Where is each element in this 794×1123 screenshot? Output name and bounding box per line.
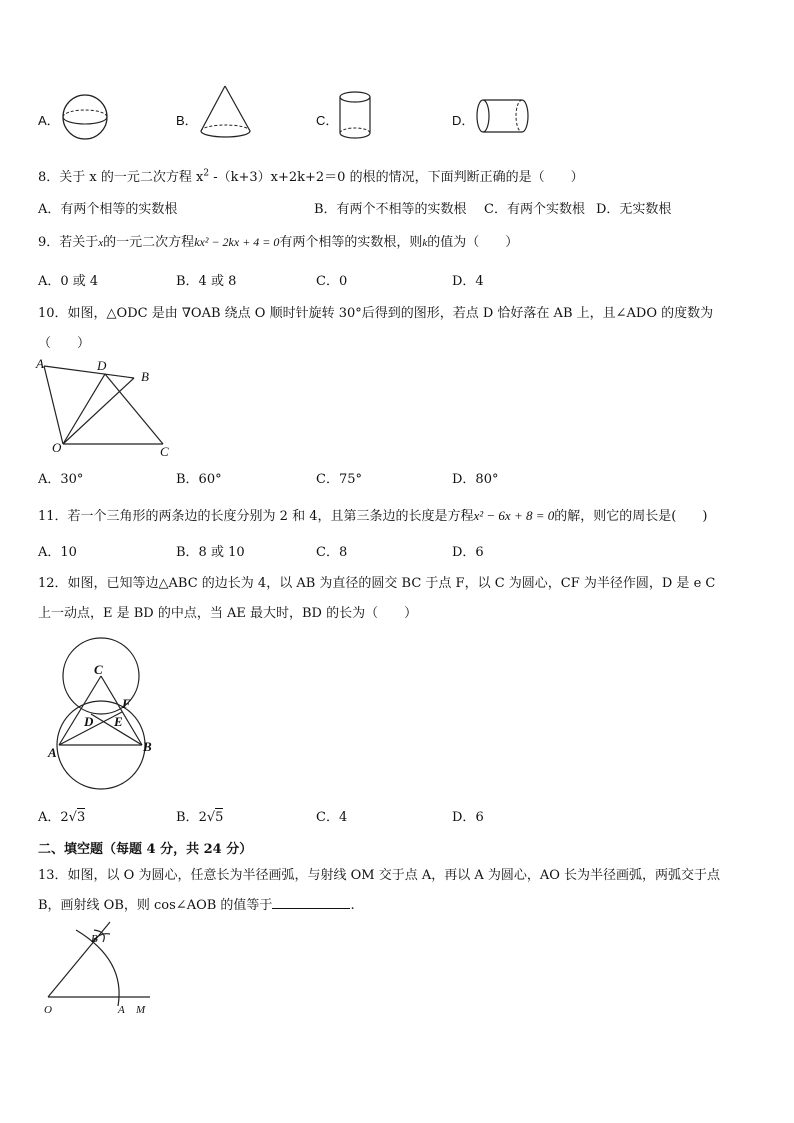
q13-label-o: O (44, 1004, 52, 1016)
q8-option-a: A．有两个相等的实数根 (38, 202, 178, 217)
q7-option-d-letter: D． (452, 113, 475, 128)
q13-stem-line2: B，画射线 OB，则 cos∠AOB 的值等于 . (38, 898, 355, 913)
q12-label-a: A (48, 745, 57, 760)
q12-label-e: E (114, 714, 123, 729)
q12-label-d: D (84, 714, 94, 729)
q12-label-c: C (94, 662, 103, 677)
q12-stem-line2: 上一动点，E 是 BD 的中点，当 AE 最大时，BD 的长为（ ） (38, 606, 418, 621)
q9-stem: 9．若关于x的一元二次方程kx² − 2kx + 4 = 0有两个相等的实数根，则k的值为（ ） (38, 235, 519, 250)
q8-option-b: B．有两个不相等的实数根 (314, 202, 467, 217)
q13-figure (38, 920, 158, 1020)
q12-stem-line1: 12．如图，已知等边△ABC 的边长为 4，以 AB 为直径的圆交 BC 于点 F，以 C 为圆心，CF 为半径作圆，D 是 e C (38, 576, 716, 591)
segment-dc (105, 374, 163, 444)
segment-ob (63, 378, 134, 444)
section-2-title: 二、填空题（每题 4 分，共 24 分） (38, 842, 253, 857)
q10-option-a: A．30° (38, 472, 84, 487)
q12-option-d: D．6 (452, 810, 484, 825)
q7-option-b-letter: B． (176, 113, 198, 128)
q12-label-f: F (122, 696, 131, 711)
q10-stem-line1: 10．如图，△ODC 是由 ∇OAB 绕点 O 顺时针旋转 30°后得到的图形，若点 D 恰好落在 AB 上，且∠ADO 的度数为 (38, 306, 714, 321)
q13-answer-blank[interactable] (272, 896, 350, 909)
q9-option-d: D．4 (452, 274, 484, 289)
q10-label-c: C (160, 444, 169, 459)
q12-option-a: A．2√3 (38, 810, 86, 825)
q10-option-d: D．80° (452, 472, 499, 487)
q8-option-d: D．无实数根 (596, 202, 672, 217)
q13-label-b: B (91, 933, 98, 945)
q9-option-c: C．0 (316, 274, 348, 289)
segment-od (63, 374, 105, 444)
q10-option-b: B．60° (176, 472, 222, 487)
q13-label-a: A (118, 1004, 125, 1016)
q9-option-a: A．0 或 4 (38, 274, 99, 289)
q12-figure (46, 636, 166, 792)
q12-option-b: B．2√5 (176, 810, 224, 825)
q13-stem-line1: 13．如图，以 O 为圆心，任意长为半径画弧，与射线 OM 交于点 A，再以 A 为圆心，AO 长为半径画弧，两弧交于点 (38, 868, 721, 883)
q11-option-a: A．10 (38, 545, 77, 560)
cone-icon (198, 84, 254, 140)
q10-stem-line2: （ ） (38, 336, 91, 351)
q11-option-d: D．6 (452, 545, 484, 560)
cylinder-upright-icon (338, 90, 374, 142)
sqrt-sign: √ (68, 810, 77, 825)
q12-label-b: B (143, 739, 152, 754)
q11-stem: 11．若一个三角形的两条边的长度分别为 2 和 4，且第三条边的长度是方程x² − 6x + 8 = 0的解，则它的周长是( ) (38, 508, 708, 524)
q7-option-a-letter: A． (38, 113, 60, 128)
cylinder-horizontal-icon (474, 98, 532, 136)
q10-label-o: O (52, 440, 62, 455)
sqrt-sign: √ (206, 810, 216, 825)
segment-ab (44, 366, 134, 378)
q11-option-b: B．8 或 10 (176, 545, 245, 560)
q10-label-a: A (36, 356, 44, 371)
q10-figure (30, 352, 180, 460)
q7-option-c-letter: C． (316, 113, 339, 128)
q12-option-c: C．4 (316, 810, 348, 825)
q13-label-m: M (136, 1004, 146, 1016)
q9-option-b: B．4 或 8 (176, 274, 237, 289)
q8-option-c: C．有两个实数根 (484, 202, 585, 217)
segment-ao (44, 366, 63, 444)
q10-option-c: C．75° (316, 472, 362, 487)
q10-label-d: D (97, 358, 107, 373)
q11-option-c: C．8 (316, 545, 348, 560)
ray-ob (48, 922, 110, 997)
q10-label-b: B (141, 369, 149, 384)
q8-stem: 8．关于 x 的一元二次方程 $x^2$ -（k+3）x+2k+2＝0 的根的情况，下面判断正确的是（ ） (38, 168, 584, 185)
sphere-icon (60, 92, 112, 144)
